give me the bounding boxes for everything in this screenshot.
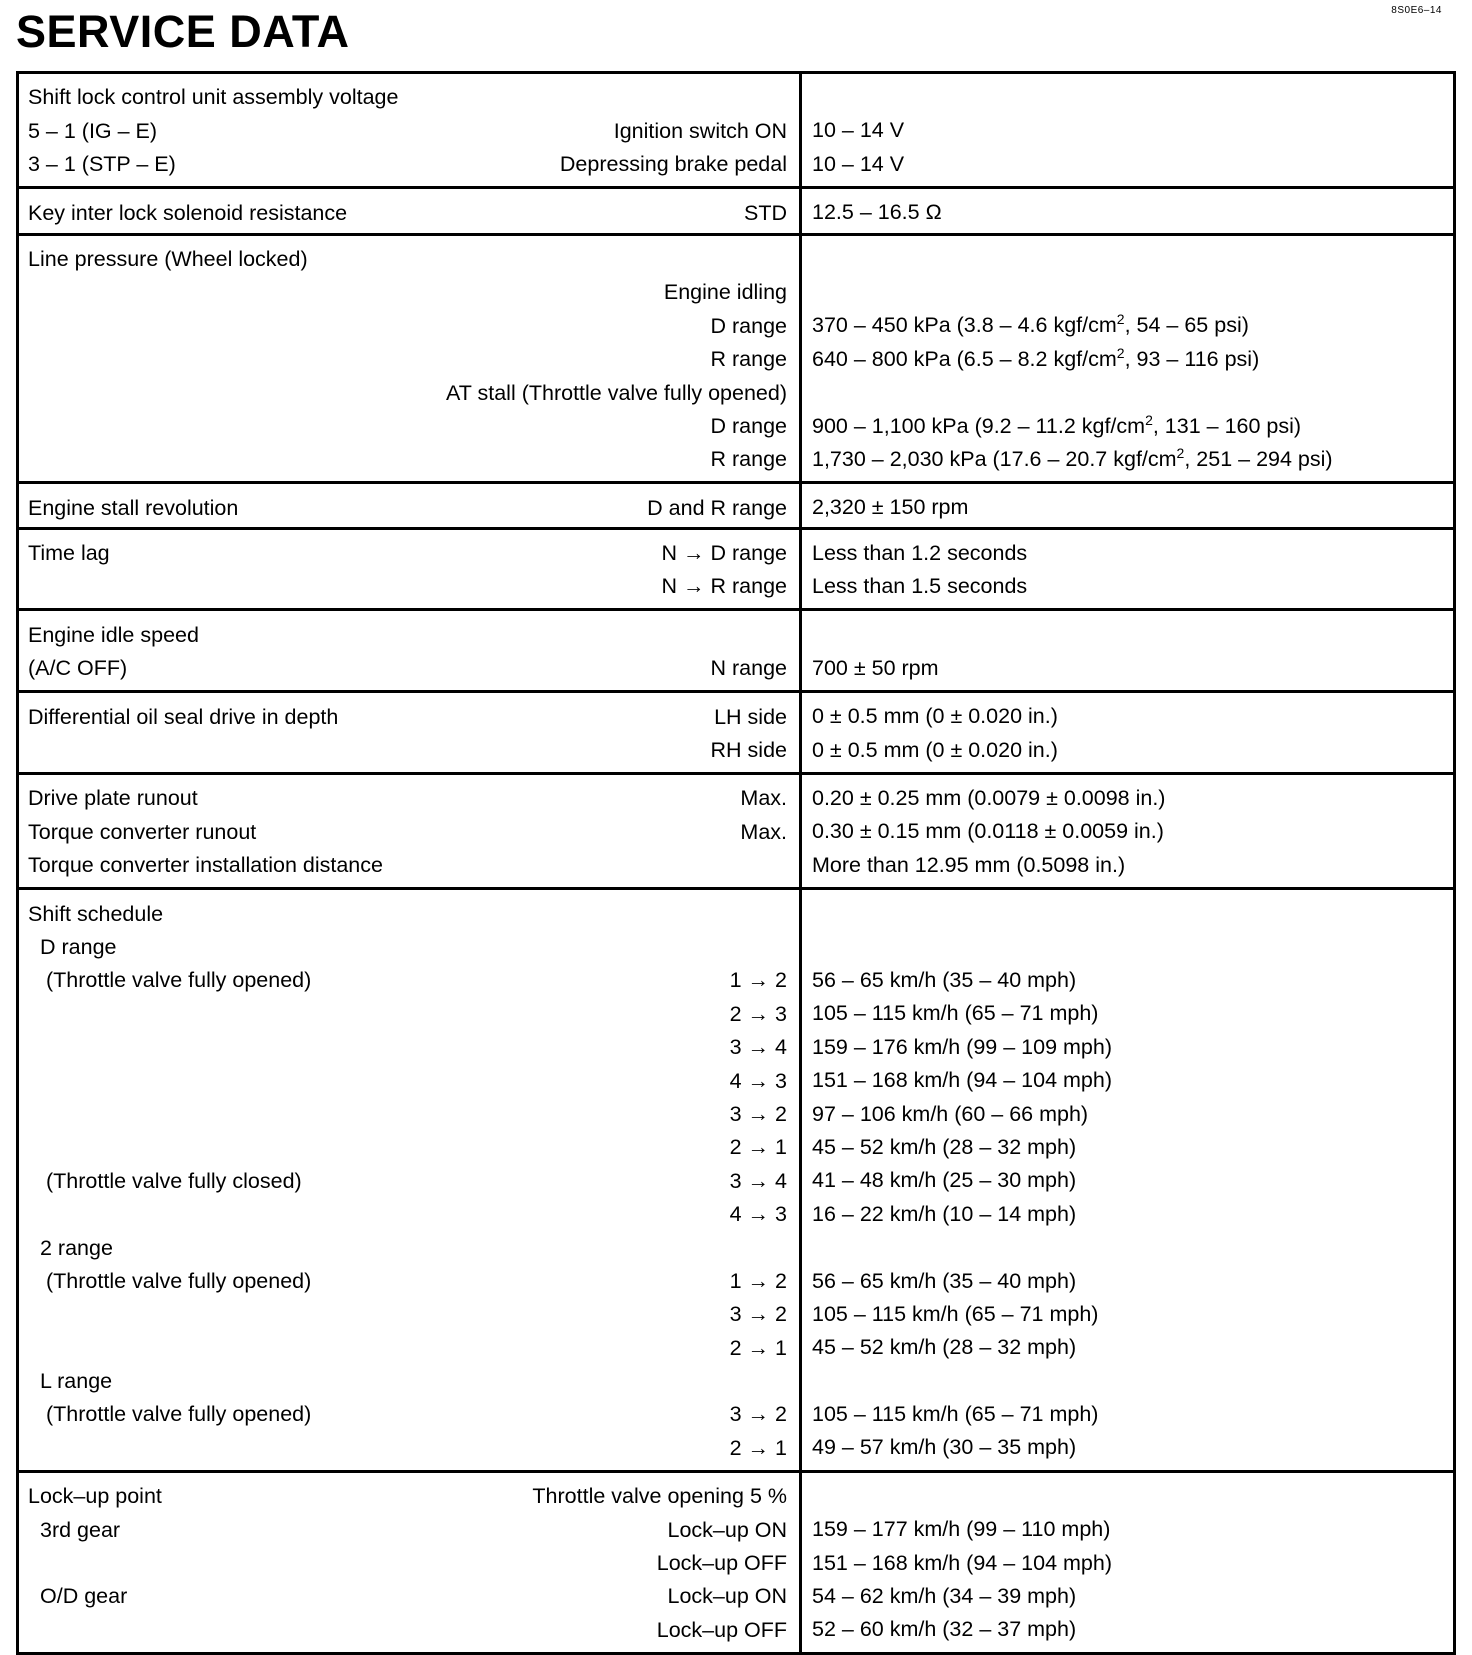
item-label: Shift lock control unit assembly voltage (28, 85, 399, 110)
page-title: SERVICE DATA (16, 6, 350, 57)
condition: 3 → 2 (729, 1402, 787, 1427)
condition: LH side (714, 704, 787, 729)
spec-value: 56 – 65 km/h (35 – 40 mph) (812, 1268, 1077, 1293)
spec-value: 54 – 62 km/h (34 – 39 mph) (812, 1584, 1077, 1609)
condition: 2 → 1 (729, 1435, 787, 1460)
spec-value: 0 ± 0.5 mm (0 ± 0.020 in.) (812, 704, 1058, 729)
spec-group (18, 610, 1455, 692)
condition: 1 → 2 (729, 1268, 787, 1293)
condition: Depressing brake pedal (559, 152, 787, 177)
item-label: (Throttle valve fully opened) (46, 1268, 312, 1293)
spec-value: 151 – 168 km/h (94 – 104 mph) (812, 1550, 1112, 1575)
spec-group (18, 483, 1455, 528)
item-label: (Throttle valve fully opened) (46, 968, 312, 993)
condition: Max. (740, 819, 787, 844)
table-row (18, 188, 1455, 234)
condition: N → R range (661, 574, 787, 599)
spec-value: 16 – 22 km/h (10 – 14 mph) (812, 1201, 1077, 1226)
spec-value (802, 618, 1453, 651)
condition: D and R range (647, 495, 787, 520)
spec-value: 1,730 – 2,030 kPa (17.6 – 20.7 kgf/$cm^2$, 251 – 294 psi) (812, 444, 1333, 471)
spec-value: Less than 1.2 seconds (812, 540, 1028, 565)
spec-value: 0.30 ± 0.15 mm (0.0118 ± 0.0059 in.) (812, 819, 1164, 844)
spec-value: 0.20 ± 0.25 mm (0.0079 ± 0.0098 in.) (812, 786, 1166, 811)
spec-value: 97 – 106 km/h (60 – 66 mph) (812, 1101, 1089, 1126)
condition: 2 → 3 (729, 1001, 787, 1026)
condition: Ignition switch ON (613, 118, 787, 143)
condition: 3 → 4 (729, 1168, 787, 1193)
condition: 1 → 2 (729, 968, 787, 993)
condition: RH side (710, 738, 787, 763)
table-row (18, 234, 1455, 483)
condition: Lock–up OFF (656, 1551, 787, 1576)
condition: 2 → 1 (729, 1335, 787, 1360)
condition: 3 → 2 (729, 1302, 787, 1327)
item-label: Key inter lock solenoid resistance (28, 200, 348, 225)
item-label: (Throttle valve fully closed) (46, 1168, 302, 1193)
spec-group (18, 889, 1455, 1472)
item-label: Line pressure (Wheel locked) (28, 246, 308, 271)
spec-value (802, 276, 1453, 309)
condition: Lock–up ON (667, 1517, 787, 1542)
spec-value: 370 – 450 kPa (3.8 – 4.6 kgf/$cm^2$, 54 – 65 psi) (812, 311, 1249, 338)
item-label: Shift schedule (28, 901, 164, 926)
document-code: 8S0E6–14 (1391, 5, 1442, 16)
spec-value (802, 897, 1453, 930)
condition: 3 → 2 (729, 1101, 787, 1126)
table-row (18, 774, 1455, 889)
item-label: 3 – 1 (STP – E) (28, 152, 176, 177)
spec-value (802, 376, 1453, 409)
item-label: Differential oil seal drive in depth (28, 704, 339, 729)
spec-value: 45 – 52 km/h (28 – 32 mph) (812, 1134, 1077, 1159)
spec-group (18, 73, 1455, 188)
spec-value: 105 – 115 km/h (65 – 71 mph) (812, 1301, 1099, 1326)
item-label: Torque converter installation distance (28, 853, 383, 878)
condition: STD (744, 200, 787, 225)
spec-value: 45 – 52 km/h (28 – 32 mph) (812, 1335, 1077, 1360)
spec-group (18, 188, 1455, 234)
table-row (18, 73, 1455, 188)
condition: Lock–up ON (667, 1584, 787, 1609)
condition: 4 → 3 (729, 1068, 787, 1093)
condition: 3 → 4 (729, 1035, 787, 1060)
spec-value: 2,320 ± 150 rpm (812, 495, 969, 520)
condition: D range (710, 313, 787, 338)
item-label: Lock–up point (28, 1484, 162, 1509)
item-label: Time lag (28, 541, 110, 566)
spec-value: 0 ± 0.5 mm (0 ± 0.020 in.) (812, 737, 1058, 762)
table-row (18, 528, 1455, 610)
item-label: Engine idle speed (28, 622, 199, 647)
item-label: Torque converter runout (28, 819, 257, 844)
condition: R range (710, 347, 787, 372)
condition: Max. (740, 786, 787, 811)
spec-value (802, 931, 1453, 964)
spec-value: 105 – 115 km/h (65 – 71 mph) (812, 1402, 1099, 1427)
item-label: (A/C OFF) (28, 656, 128, 681)
spec-value: 52 – 60 km/h (32 – 37 mph) (812, 1617, 1077, 1642)
spec-value: 151 – 168 km/h (94 – 104 mph) (812, 1068, 1112, 1093)
item-label: O/D gear (40, 1584, 128, 1609)
condition: N → D range (661, 541, 787, 566)
spec-value: Less than 1.5 seconds (812, 574, 1028, 599)
condition: Throttle valve opening 5 % (532, 1484, 787, 1509)
spec-value: 49 – 57 km/h (30 – 35 mph) (812, 1435, 1077, 1460)
table-row (18, 1471, 1455, 1653)
condition: Lock–up OFF (656, 1617, 787, 1642)
spec-value: 10 – 14 V (812, 151, 905, 176)
table-row (18, 889, 1455, 1472)
condition: R range (710, 447, 787, 472)
condition: D range (710, 413, 787, 438)
spec-value: 12.5 – 16.5 Ω (812, 200, 942, 225)
spec-group (18, 528, 1455, 610)
spec-group (18, 234, 1455, 483)
condition: AT stall (Throttle valve fully opened) (446, 380, 787, 405)
condition: N range (710, 656, 787, 681)
item-label: 5 – 1 (IG – E) (28, 118, 158, 143)
table-row (18, 483, 1455, 528)
spec-group (18, 774, 1455, 889)
spec-value: 640 – 800 kPa (6.5 – 8.2 kgf/$cm^2$, 93 – 116 psi) (812, 344, 1260, 371)
spec-value: 56 – 65 km/h (35 – 40 mph) (812, 967, 1077, 992)
spec-value (802, 81, 1453, 114)
spec-value: 41 – 48 km/h (25 – 30 mph) (812, 1168, 1077, 1193)
spec-group (18, 1471, 1455, 1653)
spec-value: 159 – 176 km/h (99 – 109 mph) (812, 1034, 1112, 1059)
spec-value: 10 – 14 V (812, 118, 905, 143)
spec-value (802, 1365, 1453, 1398)
item-label: 3rd gear (40, 1517, 121, 1542)
spec-value: 159 – 177 km/h (99 – 110 mph) (812, 1517, 1111, 1542)
spec-group (18, 692, 1455, 774)
condition: Engine idling (663, 280, 787, 305)
table-row (18, 692, 1455, 774)
condition: 4 → 3 (729, 1202, 787, 1227)
item-label: D range (40, 934, 117, 959)
service-data-table (16, 71, 1456, 1655)
spec-value: 700 ± 50 rpm (812, 655, 939, 680)
item-label: 2 range (40, 1235, 113, 1260)
spec-value (802, 1231, 1453, 1264)
item-label: L range (40, 1369, 113, 1394)
spec-value: 105 – 115 km/h (65 – 71 mph) (812, 1001, 1099, 1026)
table-row (18, 610, 1455, 692)
spec-value: 900 – 1,100 kPa (9.2 – 11.2 kgf/$cm^2$, 131 – 160 psi) (812, 411, 1302, 438)
item-label: Engine stall revolution (28, 495, 239, 520)
item-label: Drive plate runout (28, 786, 198, 811)
spec-value: More than 12.95 mm (0.5098 in.) (812, 852, 1126, 877)
spec-value (802, 243, 1453, 276)
condition: 2 → 1 (729, 1135, 787, 1160)
spec-value (802, 1480, 1453, 1513)
item-label: (Throttle valve fully opened) (46, 1402, 312, 1427)
